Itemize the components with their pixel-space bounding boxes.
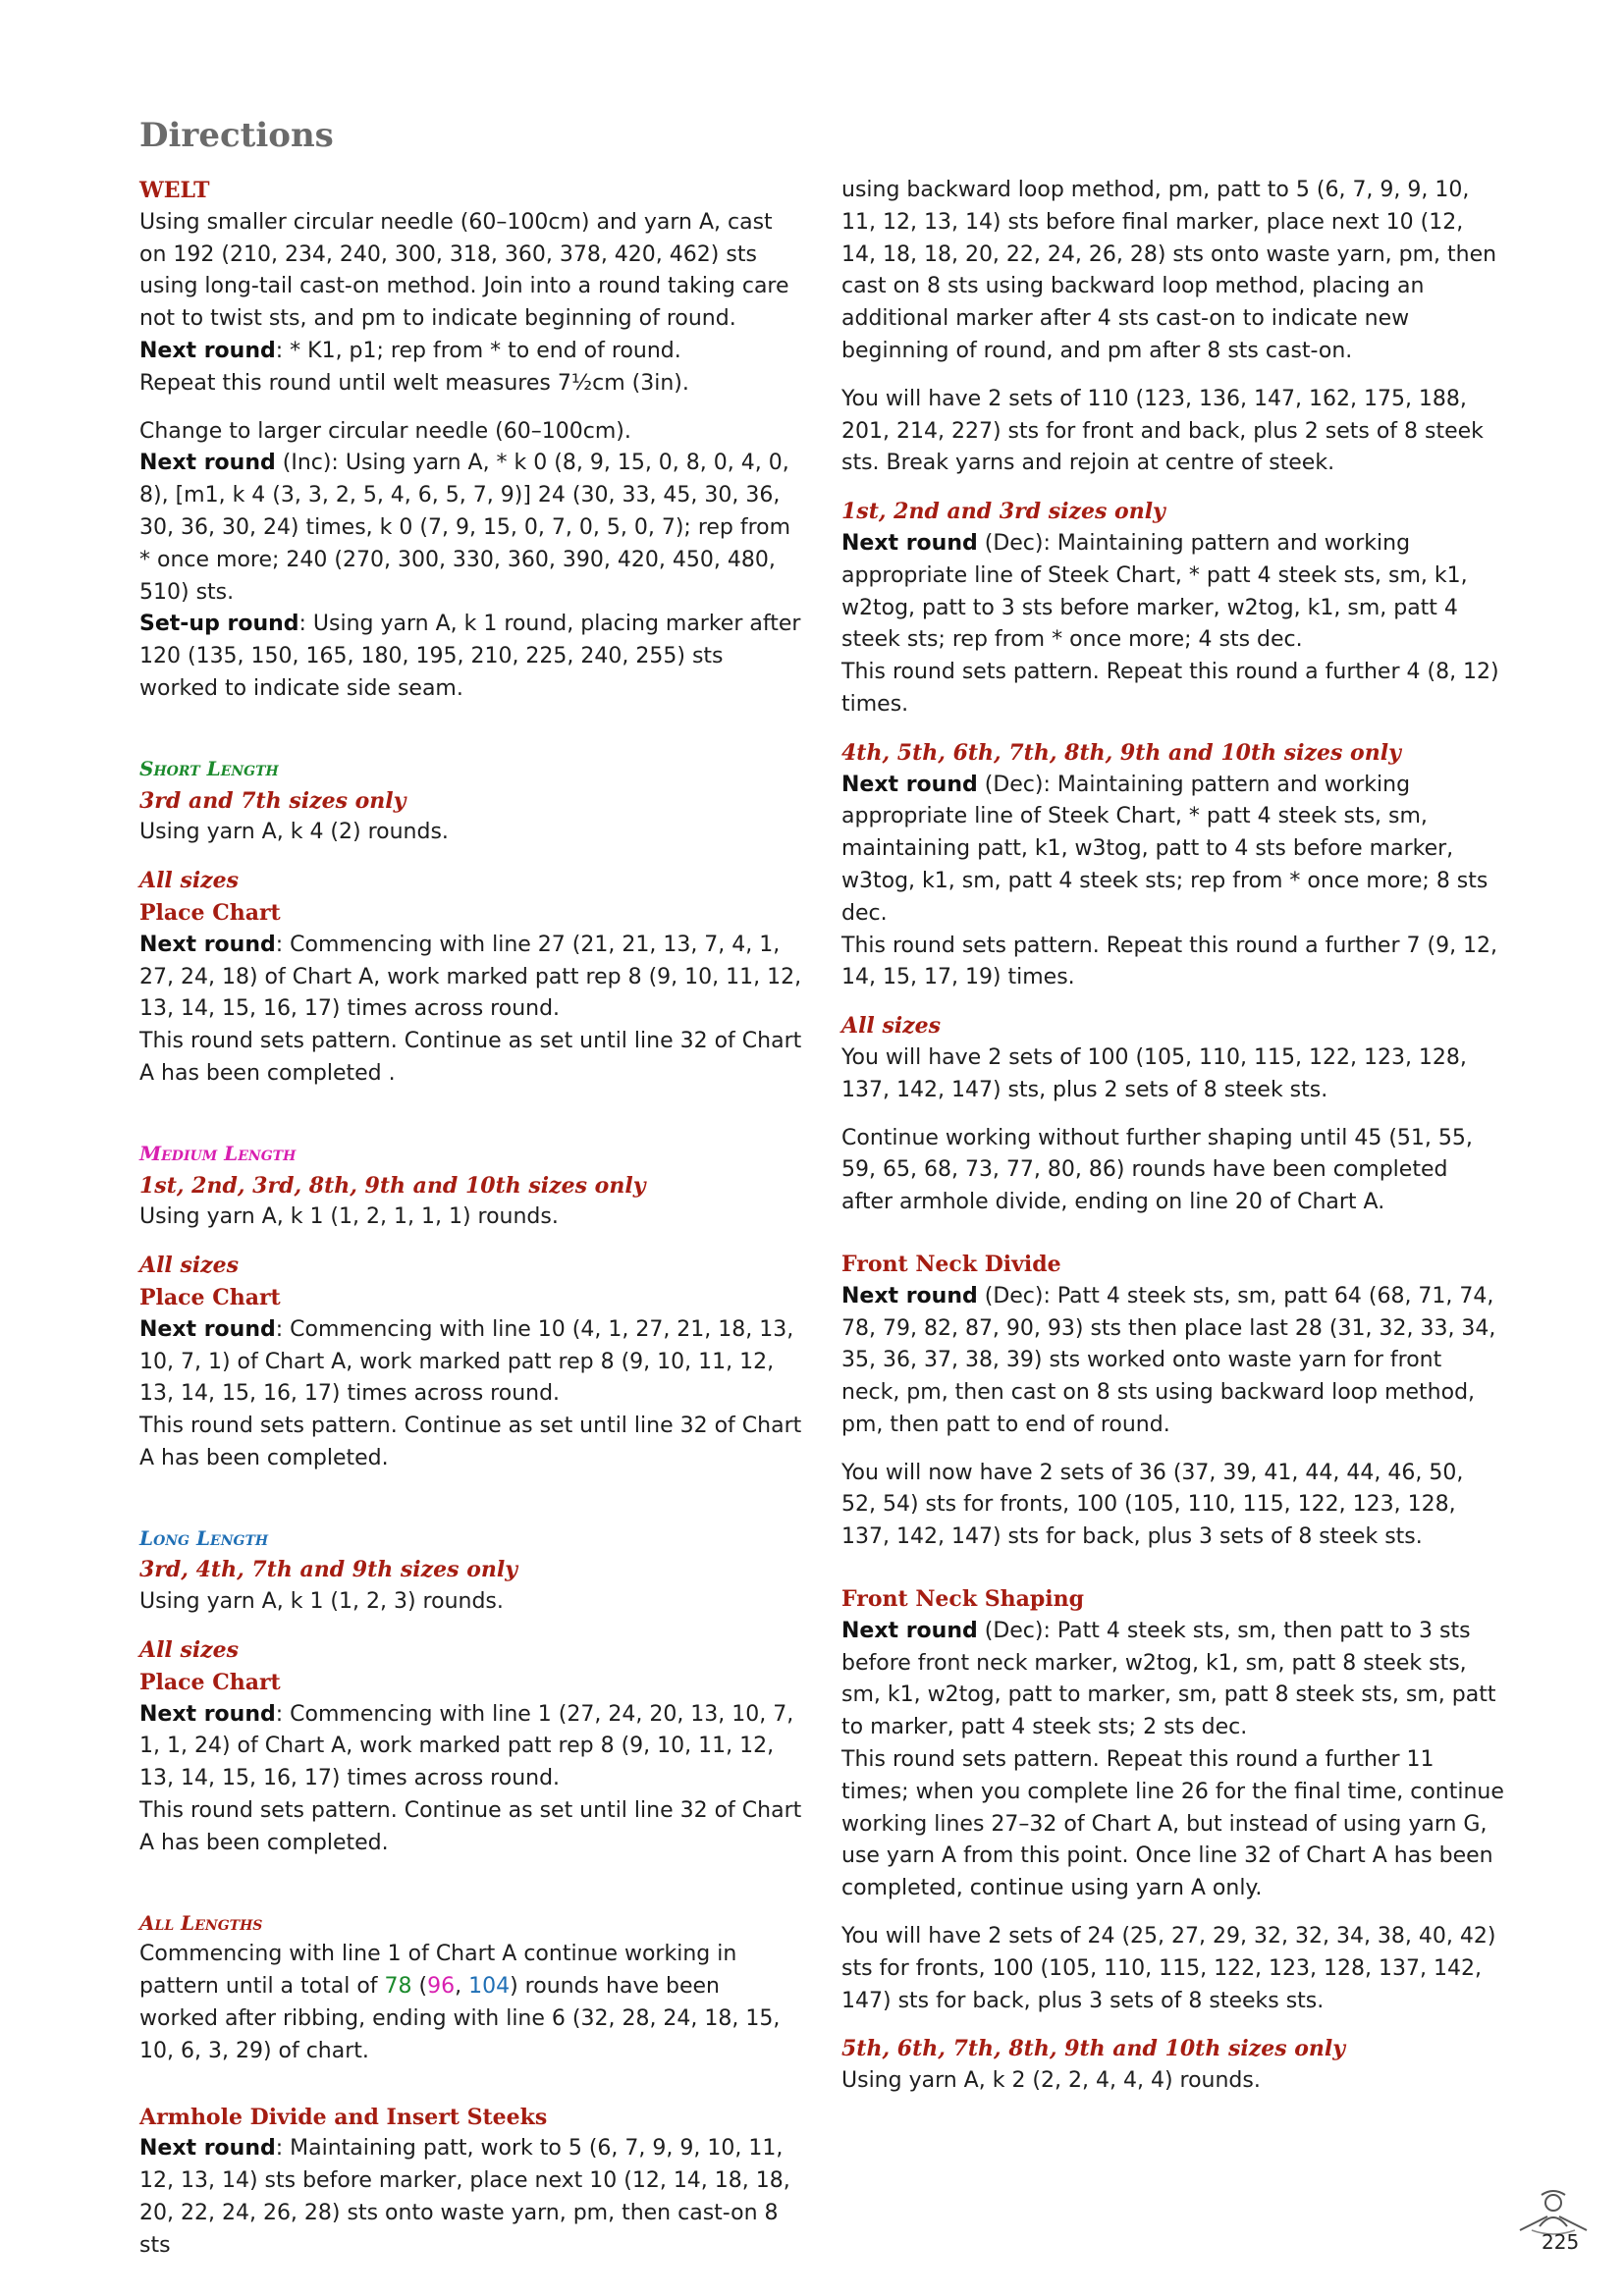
medium-sizes-heading: 1st, 2nd, 3rd, 8th, 9th and 10th sizes only: [139, 1172, 646, 1199]
front-shaping-have: You will have 2 sets of 24 (25, 27, 29, 32, 32, 34, 38, 40, 42) sts for fronts, 100 (105, 110, 115, 122, 123, 128, 137, 142, 147) sts for back, plus 3 sets of 8 steeks sts.: [841, 1924, 1496, 2013]
page-title: Directions: [139, 116, 334, 155]
round-count-medium: 96: [427, 1974, 456, 2000]
front-neck-shaping-heading: Front Neck Shaping: [841, 1586, 1084, 1613]
sizes-123-text: [841, 528, 1504, 721]
right-column: [841, 175, 1504, 2113]
all-sizes-have: You will have 2 sets of 100 (105, 110, 115, 122, 123, 128, 137, 142, 147) sts, plus 2 sets of 8 steek sts.: [841, 1044, 1467, 1102]
all-lengths-text-a: Commencing with line 1 of Chart A continue working in pattern until a total of: [139, 1942, 737, 2000]
left-column: [139, 175, 802, 2278]
armhole-next-round: : Maintaining patt, work to 5 (6, 7, 9, 9, 10, 11, 12, 13, 14) sts before marker, place next 10 (12, 14, 18, 18, 20, 22, 24, 26, 28) sts onto waste yarn, pm, then cast-on 8 sts: [139, 2136, 790, 2258]
armhole-heading: Armhole Divide and Insert Steeks: [139, 2104, 548, 2130]
sizes-5-10-heading: 5th, 6th, 7th, 8th, 9th and 10th sizes only: [841, 2036, 1346, 2062]
welt-repeat: Repeat this round until welt measures 7½cm (3in).: [139, 370, 689, 396]
next-round-label: Next round: [139, 1316, 276, 1342]
front-neck-shaping-text: [841, 1616, 1504, 1905]
long-place-chart-heading: Place Chart: [139, 1669, 281, 1695]
page-number: 225: [1542, 2230, 1580, 2254]
change-needle-instructions: [139, 416, 802, 706]
medium-length-heading: Medium Length: [139, 1141, 297, 1165]
front-neck-divide-heading: Front Neck Divide: [841, 1251, 1061, 1277]
long-sizes-text: Using yarn A, k 1 (1, 2, 3) rounds.: [139, 1589, 504, 1615]
armhole-text: [139, 2133, 802, 2262]
long-sizes-heading: 3rd, 4th, 7th and 9th sizes only: [139, 1557, 518, 1583]
short-place-chart-heading: Place Chart: [139, 899, 281, 926]
next-round-label: Next round: [841, 772, 978, 797]
long-all-sizes-heading: All sizes: [139, 1637, 240, 1664]
long-place-chart-text: [139, 1699, 802, 1860]
all-lengths-heading: All Lengths: [139, 1910, 263, 1935]
next-round-label: Next round: [139, 932, 276, 957]
short-sizes-heading: 3rd and 7th sizes only: [139, 787, 406, 814]
all-lengths-text-c: ,: [455, 1974, 469, 2000]
sizes-5-10-text: Using yarn A, k 2 (2, 2, 4, 4, 4) rounds.: [841, 2068, 1261, 2094]
inc-round-text: (Inc): Using yarn A, * k 0 (8, 9, 15, 0, 8, 0, 4, 0, 8), [m1, k 4 (3, 3, 2, 5, 4, 6, 5, 7, 9)] 24 (30, 33, 45, 30, 36, 30, 36, 30, 24) times, k 0 (7, 9, 15, 0, 7, 0, 5, 0, 7); rep from * once more; 240 (270, 300, 330, 360, 390, 420, 450, 480, 510) sts.: [139, 451, 791, 605]
welt-heading: WELT: [139, 178, 210, 203]
sizes-123-sets: This round sets pattern. Repeat this round a further 4 (8, 12) times.: [841, 660, 1499, 717]
welt-next-round: : * K1, p1; rep from * to end of round.: [275, 338, 681, 363]
sizes-123-next-round: (Dec): Maintaining pattern and working appropriate line of Steek Chart, * patt 4 steek sts, sm, k1, w2tog, patt to 3 sts before marker, w2tog, k1, sm, patt 4 steek sts; rep from * once more; 4 sts dec.: [841, 530, 1468, 653]
all-lengths-text-b: (: [411, 1974, 428, 2000]
medium-next-round: : Commencing with line 10 (4, 1, 27, 21, 18, 13, 10, 7, 1) of Chart A, work marked patt rep 8 (9, 10, 11, 12, 13, 14, 15, 16, 17) times across round.: [139, 1316, 794, 1407]
armhole-have: You will have 2 sets of 110 (123, 136, 147, 162, 175, 188, 201, 214, 227) sts for front and back, plus 2 sets of 8 steek sts. Break yarns and rejoin at centre of steek.: [841, 386, 1484, 476]
welt-instructions: [139, 207, 802, 400]
medium-place-chart-text: [139, 1314, 802, 1475]
sizes-4-10-sets: This round sets pattern. Repeat this round a further 7 (9, 12, 14, 15, 17, 19) times.: [841, 933, 1498, 990]
short-next-round: : Commencing with line 27 (21, 21, 13, 7, 4, 1, 27, 24, 18) of Chart A, work marked patt rep 8 (9, 10, 11, 12, 13, 14, 15, 16, 17) times across round.: [139, 932, 802, 1022]
front-neck-divide-text: [841, 1281, 1504, 1442]
setup-round-text: : Using yarn A, k 1 round, placing marker after 120 (135, 150, 165, 180, 195, 210, 225, 240, 255) sts worked to indicate side seam.: [139, 612, 801, 701]
short-sets-pattern: This round sets pattern. Continue as set until line 32 of Chart A has been completed .: [139, 1029, 802, 1086]
all-lengths-text-d: ) rounds have been worked after ribbing, ending with line 6 (32, 28, 24, 18, 15, 10, 6, 3, 29) of chart.: [139, 1974, 781, 2063]
front-divide-next-round: (Dec): Patt 4 steek sts, sm, patt 64 (68, 71, 74, 78, 79, 82, 87, 90, 93) sts then place last 28 (31, 32, 33, 34, 35, 36, 37, 38, 39) sts worked onto waste yarn for front neck, pm, then cast on 8 sts using backward loop method, pm, then patt to end of round.: [841, 1283, 1496, 1437]
round-count-long: 104: [468, 1974, 511, 2000]
change-needle-text: Change to larger circular needle (60–100cm).: [139, 418, 631, 444]
short-place-chart-text: [139, 930, 802, 1091]
medium-place-chart-heading: Place Chart: [139, 1284, 281, 1310]
all-lengths-text: [139, 1939, 802, 2067]
next-round-label: Next round: [841, 530, 978, 556]
armhole-continued: using backward loop method, pm, patt to 5 (6, 7, 9, 9, 10, 11, 12, 13, 14) sts before final marker, place next 10 (12, 14, 18, 18, 20, 22, 24, 26, 28) sts onto waste yarn, pm, then cast on 8 sts using backward loop method, placing an additional marker after 4 sts cast-on to indicate new beginning of round, and pm after 8 sts cast-on.: [841, 178, 1497, 363]
front-shaping-next-round: (Dec): Patt 4 steek sts, sm, then patt to 3 sts before front neck marker, w2tog, k1, sm, patt 8 steek sts, sm, k1, w2tog, patt to marker, sm, patt 8 steek sts, sm, patt to marker, patt 4 steek sts; 2 sts dec.: [841, 1618, 1496, 1740]
medium-sets-pattern: This round sets pattern. Continue as set until line 32 of Chart A has been completed.: [139, 1414, 802, 1470]
next-round-label: Next round: [139, 338, 276, 363]
front-divide-have: You will now have 2 sets of 36 (37, 39, 41, 44, 44, 46, 50, 52, 54) sts for fronts, 100 (105, 110, 115, 122, 123, 128, 137, 142, 147) sts for back, plus 3 sets of 8 steek sts.: [841, 1460, 1464, 1550]
medium-all-sizes-heading: All sizes: [139, 1253, 240, 1279]
all-sizes-continue: Continue working without further shaping until 45 (51, 55, 59, 65, 68, 73, 77, 80, 86) rounds have been completed after armhole divide, ending on line 20 of Chart A.: [841, 1125, 1473, 1215]
short-length-heading: Short Length: [139, 756, 279, 780]
long-sets-pattern: This round sets pattern. Continue as set until line 32 of Chart A has been completed.: [139, 1798, 802, 1855]
next-round-label: Next round: [139, 2136, 276, 2162]
front-shaping-sets: This round sets pattern. Repeat this round a further 11 times; when you complete line 26 for the final time, continue working lines 27–32 of Chart A, but instead of using yarn G, use yarn A from this point. Once line 32 of Chart A has been completed, continue using yarn A only.: [841, 1747, 1504, 1901]
round-count-short: 78: [384, 1974, 412, 2000]
medium-sizes-text: Using yarn A, k 1 (1, 2, 1, 1, 1) rounds.: [139, 1204, 559, 1230]
sizes-123-heading: 1st, 2nd and 3rd sizes only: [841, 499, 1165, 525]
welt-intro: Using smaller circular needle (60–100cm) and yarn A, cast on 192 (210, 234, 240, 300, 318, 360, 378, 420, 462) sts using long-tail cast-on method. Join into a round taking care not to twist sts, and pm to indicate beginning of round.: [139, 209, 789, 332]
next-round-label: Next round: [139, 1701, 276, 1727]
short-sizes-text: Using yarn A, k 4 (2) rounds.: [139, 820, 449, 845]
all-sizes-heading: All sizes: [841, 1013, 942, 1040]
sizes-4-10-next-round: (Dec): Maintaining pattern and working appropriate line of Steek Chart, * patt 4 steek sts, sm, maintaining patt, k1, w3tog, patt to 4 sts before marker, w3tog, k1, sm, patt 4 steek sts; rep from * once more; 8 sts dec.: [841, 772, 1489, 926]
next-round-label: Next round: [139, 451, 276, 476]
long-length-heading: Long Length: [139, 1525, 269, 1550]
sizes-4-10-heading: 4th, 5th, 6th, 7th, 8th, 9th and 10th sizes only: [841, 739, 1401, 766]
setup-round-label: Set-up round: [139, 612, 299, 637]
long-next-round: : Commencing with line 1 (27, 24, 20, 13, 10, 7, 1, 1, 24) of Chart A, work marked patt rep 8 (9, 10, 11, 12, 13, 14, 15, 16, 17) times across round.: [139, 1701, 794, 1791]
next-round-label: Next round: [841, 1283, 978, 1308]
next-round-label: Next round: [841, 1618, 978, 1643]
short-all-sizes-heading: All sizes: [139, 868, 240, 894]
sizes-4-10-text: [841, 770, 1504, 995]
